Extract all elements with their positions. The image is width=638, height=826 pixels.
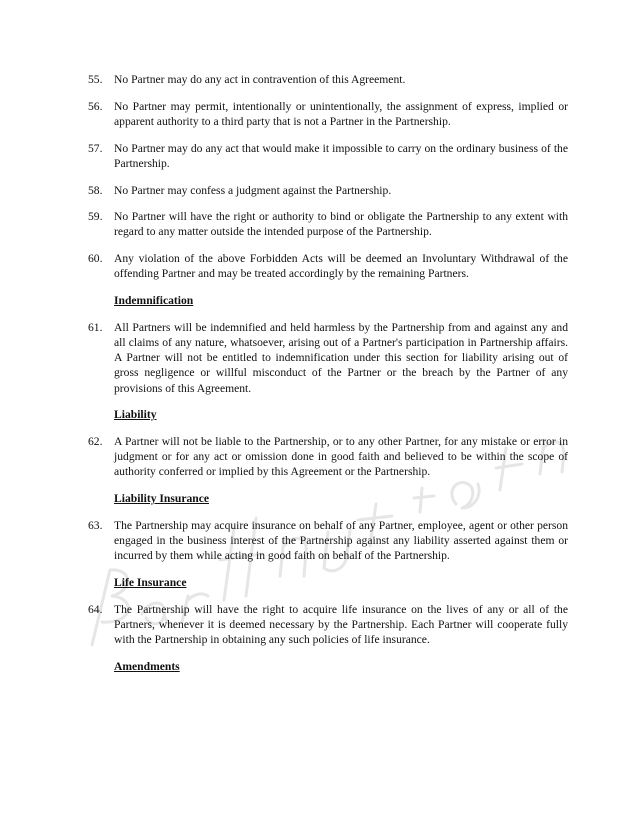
clause-text: A Partner will not be liable to the Partnership, or to any other Partner, for any mistake or error in judgment or for any act or omission done in good faith and believed to be within the scope of authority conferred or implied by this Agreement or the Partnership. xyxy=(114,434,568,479)
clause-item xyxy=(88,99,568,129)
clause-item xyxy=(88,518,568,564)
section-heading: Amendments xyxy=(114,659,180,673)
clause-item xyxy=(88,209,568,239)
clause-number: 55. xyxy=(88,73,103,86)
clause-number: 58. xyxy=(88,183,103,197)
clause-text: The Partnership may acquire insurance on behalf of any Partner, employee, agent or other person engaged in the business interest of the Partnership against any liability asserted against them or incurred by them while acting in good faith on behalf of the Partnership. xyxy=(114,518,568,563)
clause-text: No Partner will have the right or authority to bind or obligate the Partnership to any extent with regard to any matter outside the intended purpose of the Partnership. xyxy=(114,210,568,239)
clause-text: No Partner may do any act in contravention of this Agreement. xyxy=(114,73,406,86)
clause-item xyxy=(88,183,568,198)
clause-number: 56. xyxy=(88,99,103,113)
clause-text: No Partner may permit, intentionally or unintentionally, the assignment of express, implied or apparent authority to a third party that is not a Partner in the Partnership. xyxy=(114,99,568,128)
section-heading: Indemnification xyxy=(114,294,194,308)
clause-item xyxy=(88,602,568,648)
clause-item xyxy=(88,320,568,396)
clause-text: No Partner may do any act that would make it impossible to carry on the ordinary business of the Partnership. xyxy=(114,141,568,170)
document-body xyxy=(88,72,568,685)
clause-text: No Partner may confess a judgment against the Partnership. xyxy=(114,183,392,197)
clause-number: 61. xyxy=(88,320,103,334)
clause-item xyxy=(88,72,568,87)
clause-text: Any violation of the above Forbidden Acts will be deemed an Involuntary Withdrawal of the offending Partner and may be treated accordingly by the remaining Partners. xyxy=(114,252,568,281)
clause-number: 63. xyxy=(88,518,103,532)
clause-number: 62. xyxy=(88,434,103,448)
clause-number: 60. xyxy=(88,252,103,266)
section-heading: Liability xyxy=(114,408,157,422)
clause-number: 59. xyxy=(88,210,103,224)
clause-number: 64. xyxy=(88,602,103,616)
section-heading: Liability Insurance xyxy=(114,492,210,506)
clause-item xyxy=(88,434,568,480)
clause-text: All Partners will be indemnified and held harmless by the Partnership from and against any and all claims of any nature, whatsoever, arising out of a Partner's participation in Partnership affairs. A Partner will not be entitled to indemnification under this section for liability arising out of gross negligence or willful misconduct of the Partner or the breach by the Partner of any provisions of this Agreement. xyxy=(114,320,568,395)
clause-text: The Partnership will have the right to acquire life insurance on the lives of any or all of the Partners, whenever it is deemed necessary by the Partnership. Each Partner will cooperate fully with the Partnership in obtaining any such policies of life insurance. xyxy=(114,602,568,646)
clause-item xyxy=(88,141,568,171)
clause-item xyxy=(88,251,568,281)
clause-number: 57. xyxy=(88,141,103,155)
section-heading: Life Insurance xyxy=(114,575,187,589)
